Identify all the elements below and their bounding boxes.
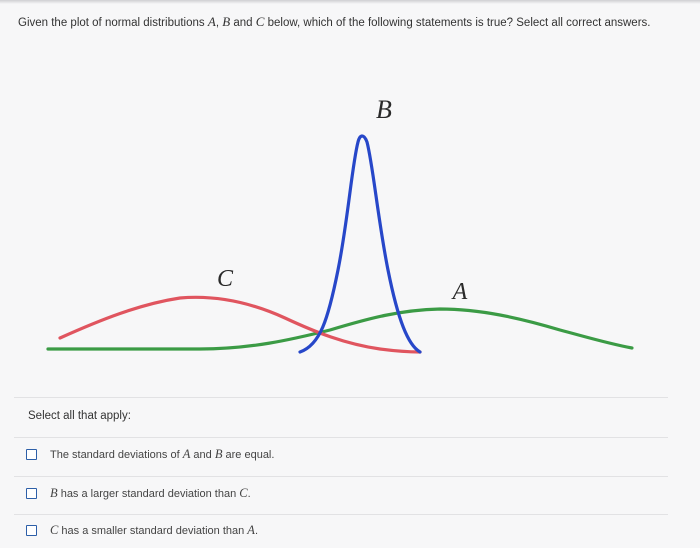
select-all-label: Select all that apply: bbox=[28, 410, 131, 422]
label-c: C bbox=[216, 266, 234, 292]
option-part: has a larger standard deviation than bbox=[57, 488, 240, 500]
variable-a: A bbox=[207, 14, 216, 29]
option-variable: C bbox=[239, 486, 248, 500]
question-text bbox=[18, 14, 658, 31]
question-part: below, which of the following statements is true? Select all correct answers. bbox=[264, 17, 651, 29]
variable-b: B bbox=[222, 14, 231, 29]
question-part: and bbox=[230, 17, 256, 29]
option-part: . bbox=[254, 525, 258, 537]
option-variable: A bbox=[247, 523, 255, 537]
option-part: The standard deviations of bbox=[50, 449, 183, 461]
option-variable: C bbox=[50, 523, 59, 537]
label-a: A bbox=[452, 279, 468, 305]
option-3[interactable] bbox=[26, 523, 258, 538]
option-text bbox=[50, 486, 251, 501]
option-variable: B bbox=[214, 447, 223, 461]
option-1[interactable] bbox=[26, 447, 274, 462]
option-variable: B bbox=[50, 486, 58, 500]
curve-a bbox=[48, 309, 632, 349]
curve-c bbox=[60, 297, 420, 352]
option-2[interactable] bbox=[26, 486, 251, 501]
option-part: and bbox=[190, 449, 215, 461]
divider bbox=[14, 476, 668, 477]
curve-b bbox=[300, 136, 420, 352]
option-part: are equal. bbox=[222, 449, 275, 461]
divider bbox=[14, 397, 668, 398]
option-part: . bbox=[247, 488, 251, 500]
normal-distribution-plot bbox=[0, 60, 700, 390]
checkbox[interactable] bbox=[26, 488, 37, 499]
option-variable: A bbox=[182, 447, 191, 461]
divider bbox=[14, 514, 668, 515]
checkbox[interactable] bbox=[26, 449, 37, 460]
divider bbox=[14, 437, 668, 438]
question-part: Given the plot of normal distributions bbox=[18, 17, 208, 29]
question-part: , bbox=[215, 17, 223, 29]
checkbox[interactable] bbox=[26, 525, 37, 536]
label-b: B bbox=[376, 95, 392, 124]
option-text bbox=[50, 447, 274, 462]
option-text bbox=[50, 523, 258, 538]
option-part: has a smaller standard deviation than bbox=[58, 525, 248, 537]
variable-c: C bbox=[255, 14, 265, 29]
top-edge bbox=[0, 0, 700, 4]
